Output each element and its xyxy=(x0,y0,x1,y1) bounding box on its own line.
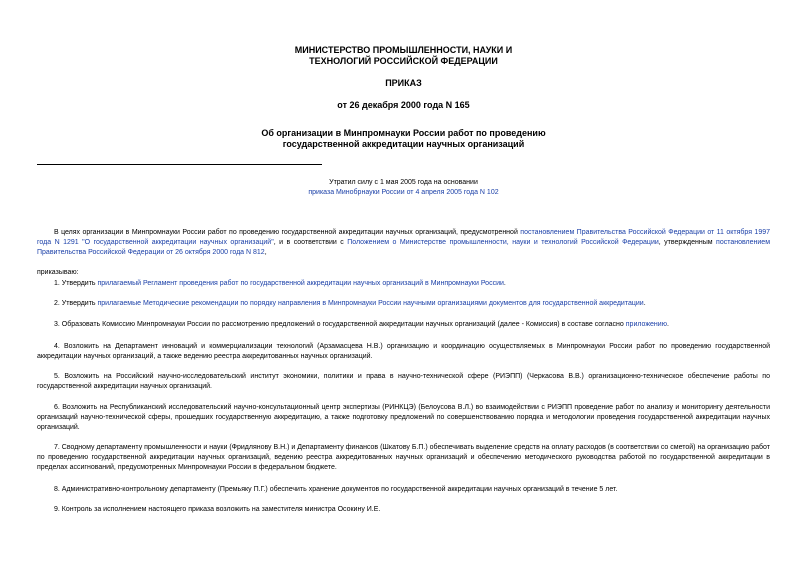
document-title-line2: государственной аккредитации научных организаций xyxy=(282,139,525,149)
item-5: 5. Возложить на Российский научно-исследовательский институт экономики, политики и права в научно-технической сфере (РИЭПП) (Черкасова В.В.) организационно-техническое обеспечение работы по государственной аккредитации научных организаций. xyxy=(37,373,770,390)
preamble-text-2: , и в соответствии с xyxy=(273,239,348,246)
preamble-paragraph xyxy=(37,228,770,258)
resolution-1291-link[interactable]: постановлением Правительства Российской Федерации от 11 октября 1997 года N 1291 "О государственной аккредитации научных организаций" xyxy=(37,229,771,246)
item-3-end: . xyxy=(666,321,669,328)
item-9: 9. Контроль за исполнением настоящего приказа возложить на заместителя министра Осокину И.Е. xyxy=(54,506,381,513)
item-8: 8. Административно-контрольному департаменту (Премьяку П.Г.) обеспечить хранение документов по государственной аккредитации научных организаций в течение 5 лет. xyxy=(54,486,618,493)
item-1-end: . xyxy=(503,280,506,287)
preamble-text-4: , xyxy=(264,249,267,256)
item-3 xyxy=(37,320,770,330)
lost-force-order-link[interactable]: приказа Минобрнауки России от 4 апреля 2005 года N 102 xyxy=(308,189,499,196)
appendix-link[interactable]: приложению xyxy=(625,321,667,328)
ministry-regulation-link[interactable]: Положением о Министерстве промышленности, науки и технологий Российской Федерации xyxy=(347,239,659,246)
item-2 xyxy=(37,299,770,309)
preamble-text-3: , утвержденным xyxy=(658,239,717,246)
item-7: 7. Сводному департаменту промышленности и науки (Фридлянову В.Н.) и Департаменту финансов (Шкатову Б.П.) обеспечивать выделение средств на оплату расходов (в соответствии со сметой) на организацию работ по проведению государственной аккредитации научных организаций, ведению реестра аккредитованных научных организаций и обеспечению методического руководства работой по государственной аккредитации в пределах ассигнований, предусмотренных Минпромнауки России в федеральном бюджете. xyxy=(37,444,770,471)
lost-force-row xyxy=(0,188,807,198)
preamble-text-1: В целях организации в Минпромнауки России работ по проведению государственной аккредитации научных организаций, предусмотренной xyxy=(54,229,521,236)
document-title-line1: Об организации в Минпромнауки России работ по проведению xyxy=(261,128,546,138)
item-2-text: 2. Утвердить xyxy=(54,300,98,307)
ministry-name-line1: МИНИСТЕРСТВО ПРОМЫШЛЕННОСТИ, НАУКИ И xyxy=(294,45,513,55)
resolution-812-link[interactable]: постановлением Правительства Российской Федерации от 26 октября 2000 года N 812 xyxy=(37,239,771,256)
item-6: 6. Возложить на Республиканский исследовательский научно-консультационный центр экспертизы (РИНКЦЭ) (Белоусова В.Л.) во взаимодействии с РИЭПП проведение работ по анализу и мониторингу деятельности организаций научно-технической сферы, прошедших государственную аккредитацию, а также подготовку предложений по совершенствованию порядка и методологии проведения государственной аккредитации научных организаций. xyxy=(37,404,770,431)
separator-line xyxy=(37,164,322,165)
item-3-text: 3. Образовать Комиссию Минпромнауки России по рассмотрению предложений о государственной аккредитации научных организаций (далее - Комиссия) в составе согласно xyxy=(54,321,626,328)
order-word: приказываю: xyxy=(37,269,79,276)
item-1 xyxy=(37,279,770,289)
recommendations-link[interactable]: прилагаемые Методические рекомендации по порядку направления в Минпромнауки России научными организациями документов для государственной аккредитации xyxy=(97,300,644,307)
item-2-end: . xyxy=(643,300,646,307)
document-type: ПРИКАЗ xyxy=(385,78,422,88)
item-1-text: 1. Утвердить xyxy=(54,280,98,287)
reglament-link[interactable]: прилагаемый Регламент проведения работ по государственной аккредитации научных организаций в Минпромнауки России xyxy=(97,280,504,287)
item-4: 4. Возложить на Департамент инноваций и коммерциализации технологий (Арзамасцева Н.В.) организацию и координацию осуществляемых в Минпромнауки России работ по проведению государственной аккредитации научных организаций, а также ведению реестра аккредитованных научных организаций. xyxy=(37,343,770,360)
lost-force-note: Утратил силу с 1 мая 2005 года на основании xyxy=(329,179,478,186)
ministry-name-line2: ТЕХНОЛОГИЙ РОССИЙСКОЙ ФЕДЕРАЦИИ xyxy=(309,56,498,66)
document-date: от 26 декабря 2000 года N 165 xyxy=(337,100,470,110)
